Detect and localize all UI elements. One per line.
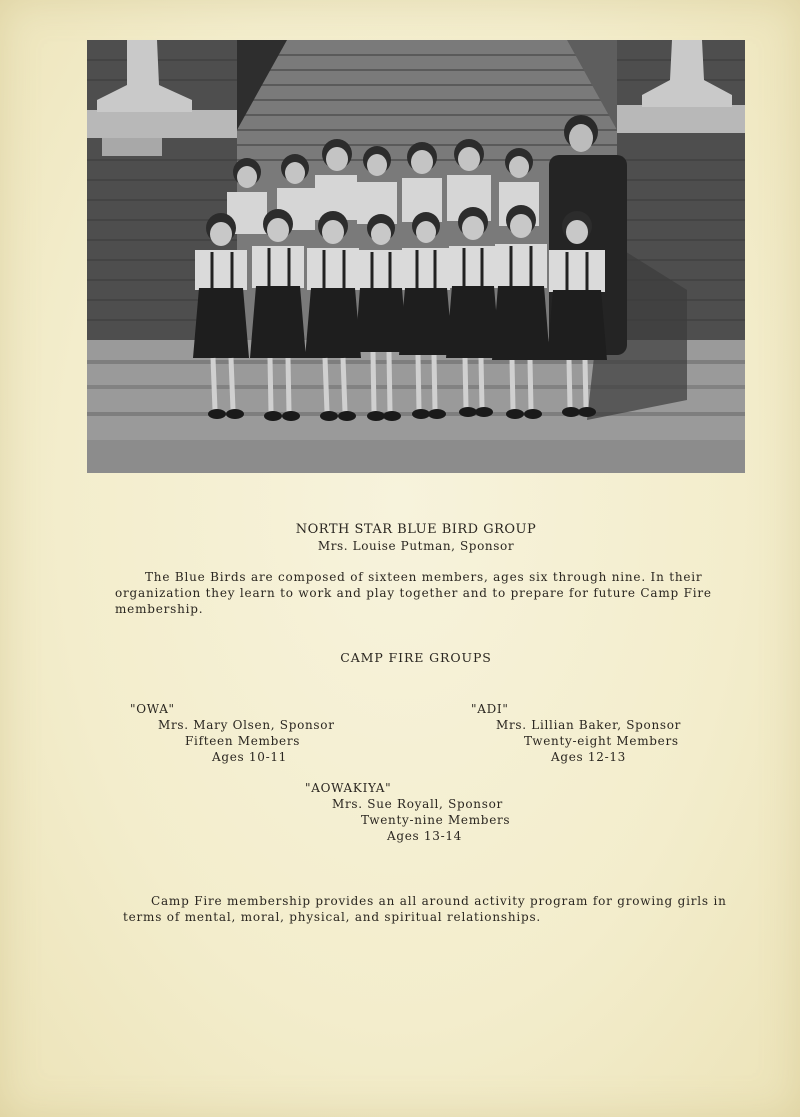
- group-ages: Ages 10-11: [212, 750, 288, 764]
- group-name: "AOWAKIYA": [305, 781, 392, 795]
- campfire-group-owa: [130, 701, 335, 765]
- group-sponsor: Mrs. Sue Royall, Sponsor: [332, 797, 503, 811]
- bluebird-paragraph: The Blue Birds are composed of sixteen members, ages six through nine. In their organization they learn to work and play together and to prepare for future Camp Fire membership.: [115, 570, 712, 616]
- group-photo-icon: [87, 40, 745, 473]
- group-photo: [87, 40, 745, 473]
- bluebird-title: NORTH STAR BLUE BIRD GROUP: [295, 522, 537, 537]
- campfire-group-aowakiya: [305, 780, 510, 844]
- campfire-title: CAMP FIRE GROUPS: [340, 650, 492, 665]
- group-ages: Ages 13-14: [387, 829, 463, 843]
- group-ages: Ages 12-13: [551, 750, 627, 764]
- group-members: Fifteen Members: [185, 734, 301, 748]
- group-name: "OWA": [130, 702, 175, 716]
- group-members: Twenty-nine Members: [361, 813, 511, 827]
- campfire-closing-paragraph: Camp Fire membership provides an all around activity program for growing girls in terms of mental, moral, physical, and spiritual relationships.: [123, 894, 727, 924]
- group-sponsor: Mrs. Lillian Baker, Sponsor: [496, 718, 682, 732]
- campfire-group-adi: [471, 701, 681, 765]
- group-members: Twenty-eight Members: [524, 734, 679, 748]
- bluebird-sponsor: Mrs. Louise Putman, Sponsor: [317, 539, 515, 553]
- group-sponsor: Mrs. Mary Olsen, Sponsor: [158, 718, 335, 732]
- group-name: "ADI": [471, 702, 509, 716]
